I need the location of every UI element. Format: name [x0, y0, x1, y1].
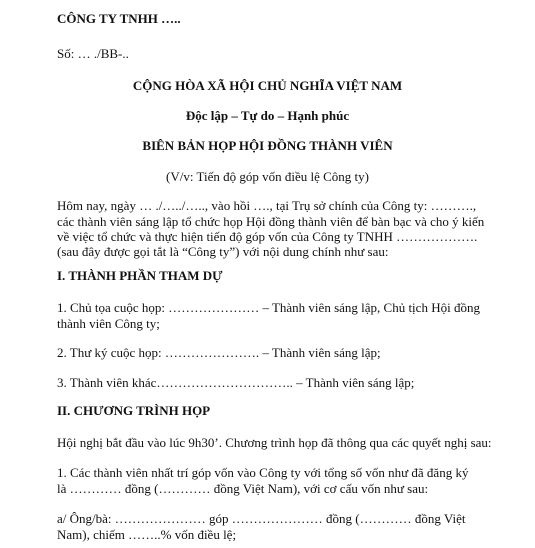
document-title: BIÊN BẢN HỌP HỘI ĐỒNG THÀNH VIÊN [142, 138, 393, 153]
participant-2: 2. Thư ký cuộc họp: …………………. – Thành viên sáng lập; [57, 345, 381, 360]
national-title: CỘNG HÒA XÃ HỘI CHỦ NGHĨA VIỆT NAM [132, 78, 403, 93]
participant-1-line-2: thành viên Công ty; [57, 316, 160, 331]
resolution-1-line-2: là ………… đồng (………… đồng Việt Nam), với cơ cấu vốn như sau: [57, 481, 429, 496]
document-number: Số: … ./BB-.. [57, 46, 129, 61]
section2-heading: II. CHƯƠNG TRÌNH HỌP [57, 403, 211, 418]
member-a-line-1: a/ Ông/bà: ………………… góp ………………… đồng (………… đồng Việt [57, 511, 466, 526]
intro-line-1: Hôm nay, ngày … ./…../….., vào hồi …., tại Trụ sở chính của Công ty: ………., [57, 198, 477, 213]
meeting-opening: Hội nghị bắt đầu vào lúc 9h30’. Chương trình họp đã thông qua các quyết nghị sau: [57, 435, 492, 450]
national-motto: Độc lập – Tự do – Hạnh phúc [185, 108, 350, 123]
member-a-line-2: Nam), chiếm ……..% vốn điều lệ; [57, 527, 237, 542]
intro-line-2: các thành viên sáng lập tổ chức họp Hội đồng thành viên để bàn bạc và cho ý kiến [57, 214, 485, 229]
section1-heading: I. THÀNH PHẦN THAM DỰ [57, 268, 223, 283]
participant-1-line-1: 1. Chủ tọa cuộc họp: ………………… – Thành viên sáng lập, Chủ tịch Hội đồng [57, 300, 480, 315]
participant-3: 3. Thành viên khác………………………….. – Thành viên sáng lập; [57, 375, 415, 390]
intro-line-4: (sau đây được gọi tắt là “Công ty”) với nội dung chính như sau: [57, 244, 389, 259]
document-subject: (V/v: Tiến độ góp vốn điều lệ Công ty) [166, 169, 369, 184]
company-name: CÔNG TY TNHH ….. [57, 11, 181, 26]
resolution-1-line-1: 1. Các thành viên nhất trí góp vốn vào Công ty với tổng số vốn như đã đăng ký [57, 465, 469, 480]
intro-line-3: về việc tổ chức và thực hiện tiến độ góp vốn của Công ty TNHH ………………. [57, 229, 478, 244]
